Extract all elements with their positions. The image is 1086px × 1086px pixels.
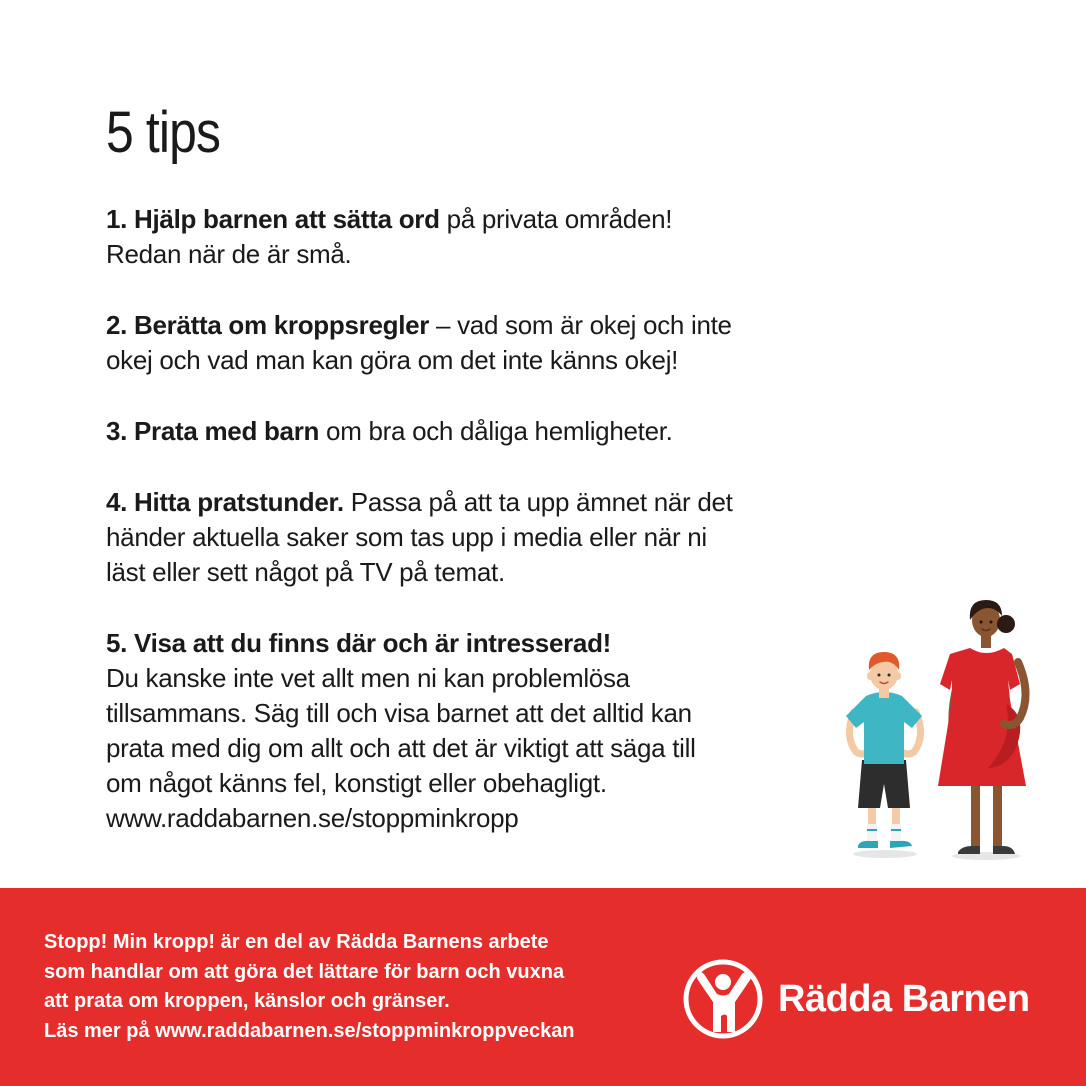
tip-text: på privata områden! (439, 204, 673, 234)
brand-name: Rädda Barnen (778, 977, 1030, 1020)
tip-text: Du kanske inte vet allt men ni kan problemlösa (106, 663, 630, 693)
tip-text: Redan när de är små. (106, 239, 352, 269)
tip-1 (106, 202, 846, 272)
footer-text: Stopp! Min kropp! är en del av Rädda Barnens arbete som handlar om att göra det lättare för barn och vuxna att prata om kroppen, känslor och gränser. Läs mer på www.raddabarnen.se/stoppminkroppveckan (44, 928, 664, 1046)
boy-and-woman-illustration (840, 600, 1060, 864)
tip-2 (106, 308, 846, 378)
tip-heading: 3. Prata med barn (106, 416, 320, 446)
tip-heading: 1. Hjälp barnen att sätta ord (106, 204, 440, 234)
footer-link[interactable]: Läs mer på www.raddabarnen.se/stoppminkroppveckan (44, 1019, 575, 1042)
tip-text: tillsammans. Säg till och visa barnet att det alltid kan (106, 698, 692, 728)
tip-heading: 4. Hitta pratstunder. (106, 487, 344, 517)
child-arms-up-logo-icon (682, 958, 764, 1040)
tip-text: Passa på att ta upp ämnet när det (343, 487, 733, 517)
footer-banner (0, 888, 1086, 1086)
tip-heading: 2. Berätta om kroppsregler (106, 310, 430, 340)
brand-logo[interactable] (682, 958, 1030, 1040)
tip-text: händer aktuella saker som tas upp i media eller när ni (106, 522, 707, 552)
tip-text: – vad som är okej och inte (429, 310, 732, 340)
tips-list (106, 202, 846, 872)
tip-text: om något känns fel, konstigt eller obehagligt. (106, 768, 607, 798)
website-link[interactable]: www.raddabarnen.se/stoppminkropp (106, 803, 519, 833)
tip-3 (106, 414, 846, 449)
tip-4 (106, 485, 846, 590)
tip-text: prata med dig om allt och att det är viktigt att säga till (106, 733, 696, 763)
tip-text: läst eller sett något på TV på temat. (106, 557, 505, 587)
page-title: 5 tips (106, 100, 221, 165)
tip-text: om bra och dåliga hemligheter. (319, 416, 673, 446)
tip-heading: 5. Visa att du finns där och är intresserad! (106, 628, 612, 658)
tip-text: okej och vad man kan göra om det inte känns okej! (106, 345, 679, 375)
tip-5 (106, 626, 846, 836)
